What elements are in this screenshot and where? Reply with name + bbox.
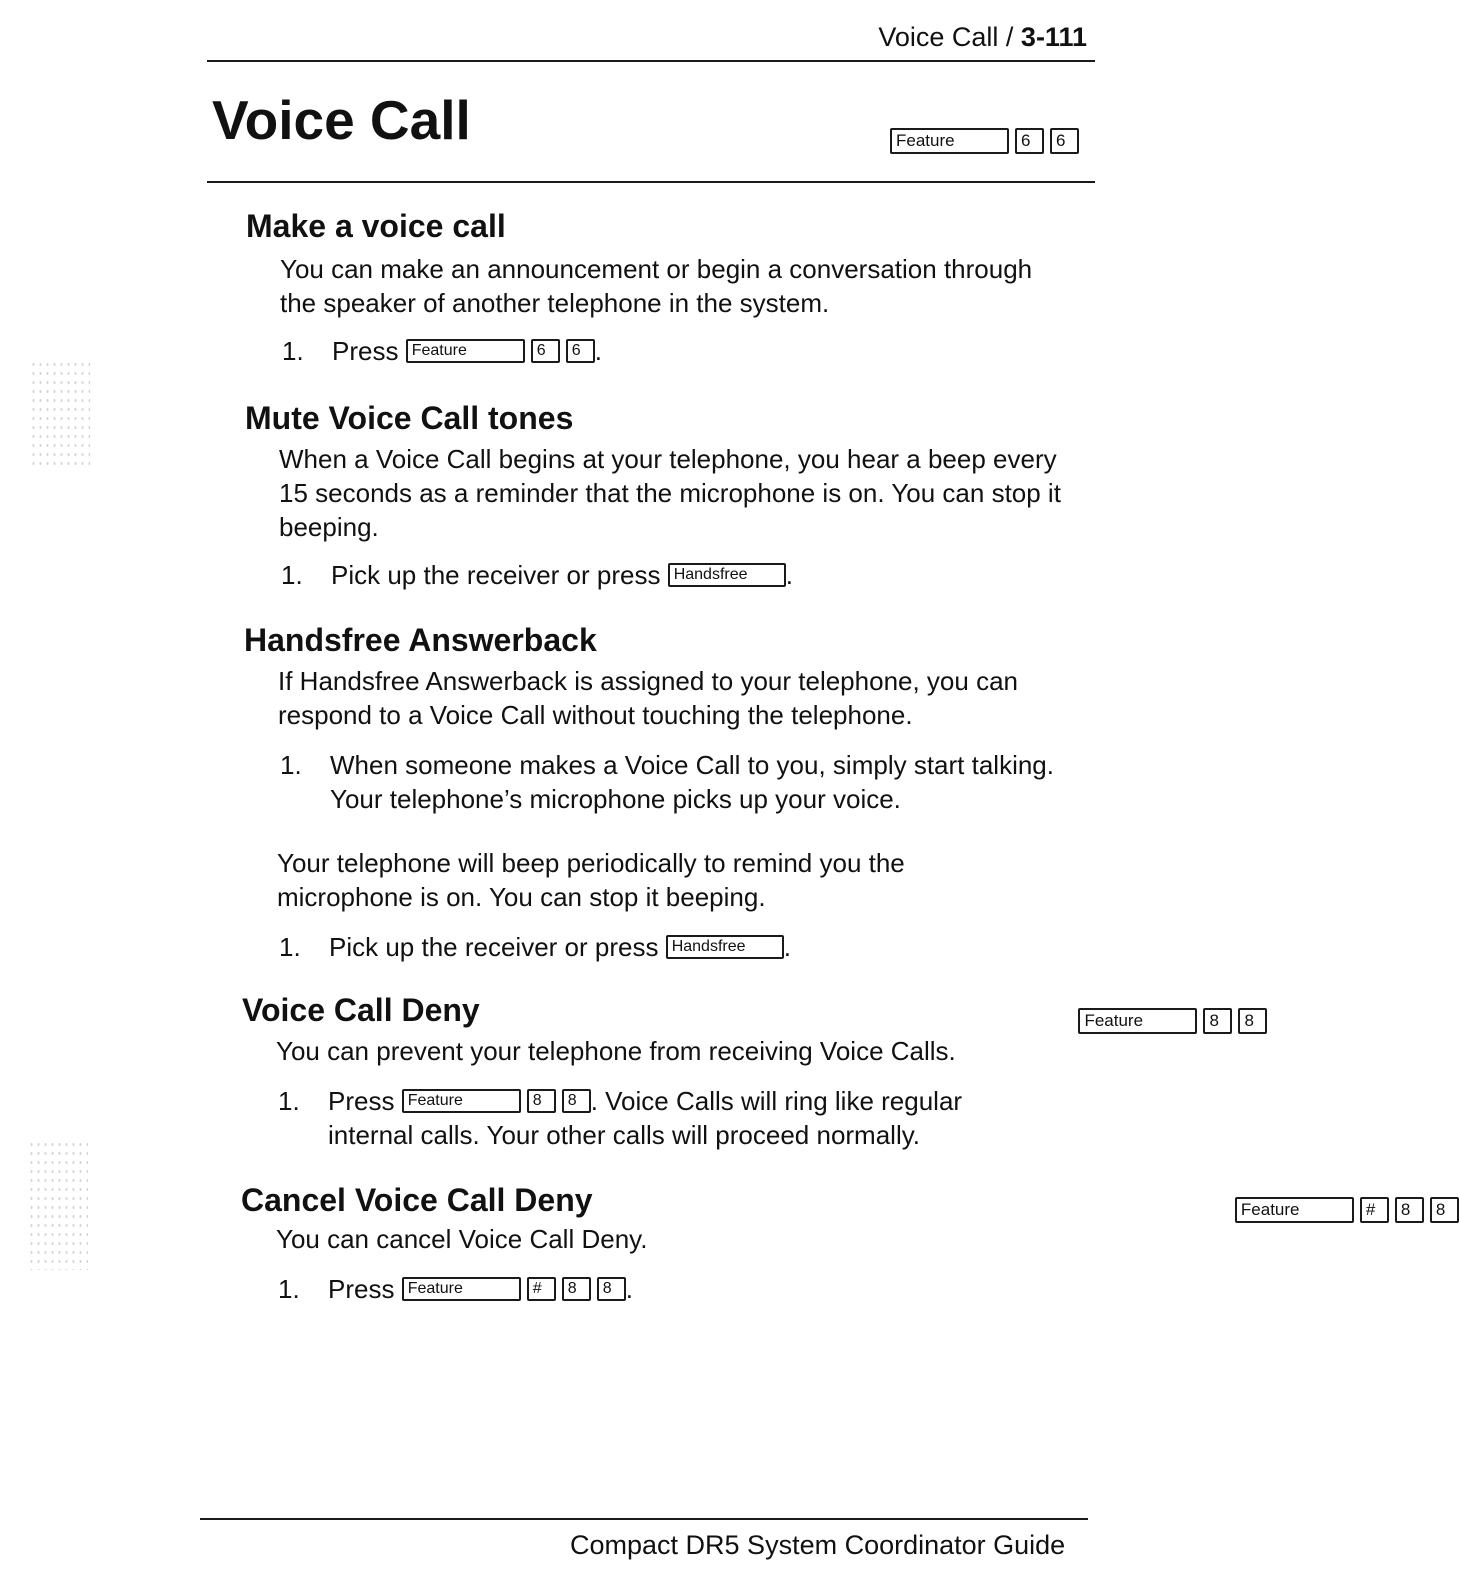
step-text: Press bbox=[328, 1274, 395, 1304]
digit-key: 6 bbox=[1015, 128, 1044, 154]
header-rule bbox=[207, 60, 1095, 62]
section-heading-make-voice-call: Make a voice call bbox=[246, 208, 506, 244]
section-body: When a Voice Call begins at your telephone, you hear a beep every 15 seconds as a reminder that the microphone is on. You can stop it beeping. bbox=[279, 444, 1061, 542]
handsfree-key: Handsfree bbox=[668, 563, 786, 587]
running-header bbox=[878, 22, 1087, 53]
page-number: 3-111 bbox=[1020, 22, 1087, 52]
footer-guide-title: Compact DR5 System Coordinator Guide bbox=[570, 1530, 1066, 1560]
scan-noise bbox=[30, 360, 90, 470]
digit-key: 8 bbox=[597, 1277, 626, 1301]
step-end: . bbox=[594, 336, 602, 366]
cancel-key-sequence bbox=[1235, 1197, 1459, 1223]
step-rest: . Voice Calls will ring like regular internal calls. Your other calls will proceed normally. bbox=[328, 1086, 963, 1150]
pound-key: # bbox=[1360, 1197, 1389, 1223]
title-key-sequence bbox=[890, 128, 1079, 154]
digit-key: 6 bbox=[531, 339, 560, 363]
digit-key: 8 bbox=[562, 1089, 591, 1113]
step-text: Pick up the receiver or press bbox=[331, 560, 661, 590]
pound-key: # bbox=[527, 1277, 556, 1301]
running-title: Voice Call / bbox=[878, 22, 1021, 52]
section-body: You can make an announcement or begin a conversation through the speaker of another telephone in the system. bbox=[280, 254, 1033, 318]
step-end: . bbox=[783, 932, 791, 962]
digit-key: 8 bbox=[562, 1277, 591, 1301]
feature-key: Feature bbox=[406, 339, 525, 363]
step-number: 1. bbox=[281, 560, 303, 590]
section-heading-voice-call-deny: Voice Call Deny bbox=[242, 992, 480, 1028]
digit-key: 6 bbox=[566, 339, 595, 363]
feature-key: Feature bbox=[402, 1277, 521, 1301]
step-end: . bbox=[785, 560, 793, 590]
section-heading-cancel-voice-call-deny: Cancel Voice Call Deny bbox=[241, 1182, 593, 1218]
step-number: 1. bbox=[279, 932, 301, 962]
feature-key: Feature bbox=[890, 128, 1009, 154]
digit-key: 6 bbox=[1050, 128, 1079, 154]
step-text: Press bbox=[332, 336, 399, 366]
step-number: 1. bbox=[278, 1086, 300, 1116]
feature-key: Feature bbox=[1235, 1197, 1354, 1223]
scan-noise bbox=[28, 1140, 88, 1270]
section-body: You can prevent your telephone from receiving Voice Calls. bbox=[276, 1036, 956, 1066]
footer-rule bbox=[200, 1518, 1088, 1520]
page-title: Voice Call bbox=[212, 89, 471, 151]
digit-key: 8 bbox=[527, 1089, 556, 1113]
section-heading-mute-tones: Mute Voice Call tones bbox=[245, 400, 574, 436]
step-text: Press bbox=[328, 1086, 395, 1116]
step-number: 1. bbox=[278, 1274, 300, 1304]
section-body: You can cancel Voice Call Deny. bbox=[276, 1224, 648, 1254]
section-body: If Handsfree Answerback is assigned to your telephone, you can respond to a Voice Call without touching the telephone. bbox=[278, 666, 1018, 730]
section-heading-handsfree-answerback: Handsfree Answerback bbox=[244, 622, 597, 658]
feature-key: Feature bbox=[1078, 1008, 1197, 1034]
step-end: . bbox=[625, 1274, 633, 1304]
step-text: Pick up the receiver or press bbox=[329, 932, 659, 962]
digit-key: 8 bbox=[1238, 1008, 1267, 1034]
feature-key: Feature bbox=[402, 1089, 521, 1113]
title-rule bbox=[207, 181, 1095, 183]
step-number: 1. bbox=[280, 750, 302, 780]
deny-key-sequence bbox=[1078, 1008, 1267, 1034]
section-body-continued: Your telephone will beep periodically to remind you the microphone is on. You can stop it beeping. bbox=[277, 848, 905, 912]
handsfree-key: Handsfree bbox=[666, 935, 784, 959]
digit-key: 8 bbox=[1203, 1008, 1232, 1034]
digit-key: 8 bbox=[1430, 1197, 1459, 1223]
step-text: When someone makes a Voice Call to you, simply start talking. Your telephone’s microphone picks up your voice. bbox=[330, 750, 1054, 814]
step-number: 1. bbox=[282, 336, 304, 366]
digit-key: 8 bbox=[1395, 1197, 1424, 1223]
